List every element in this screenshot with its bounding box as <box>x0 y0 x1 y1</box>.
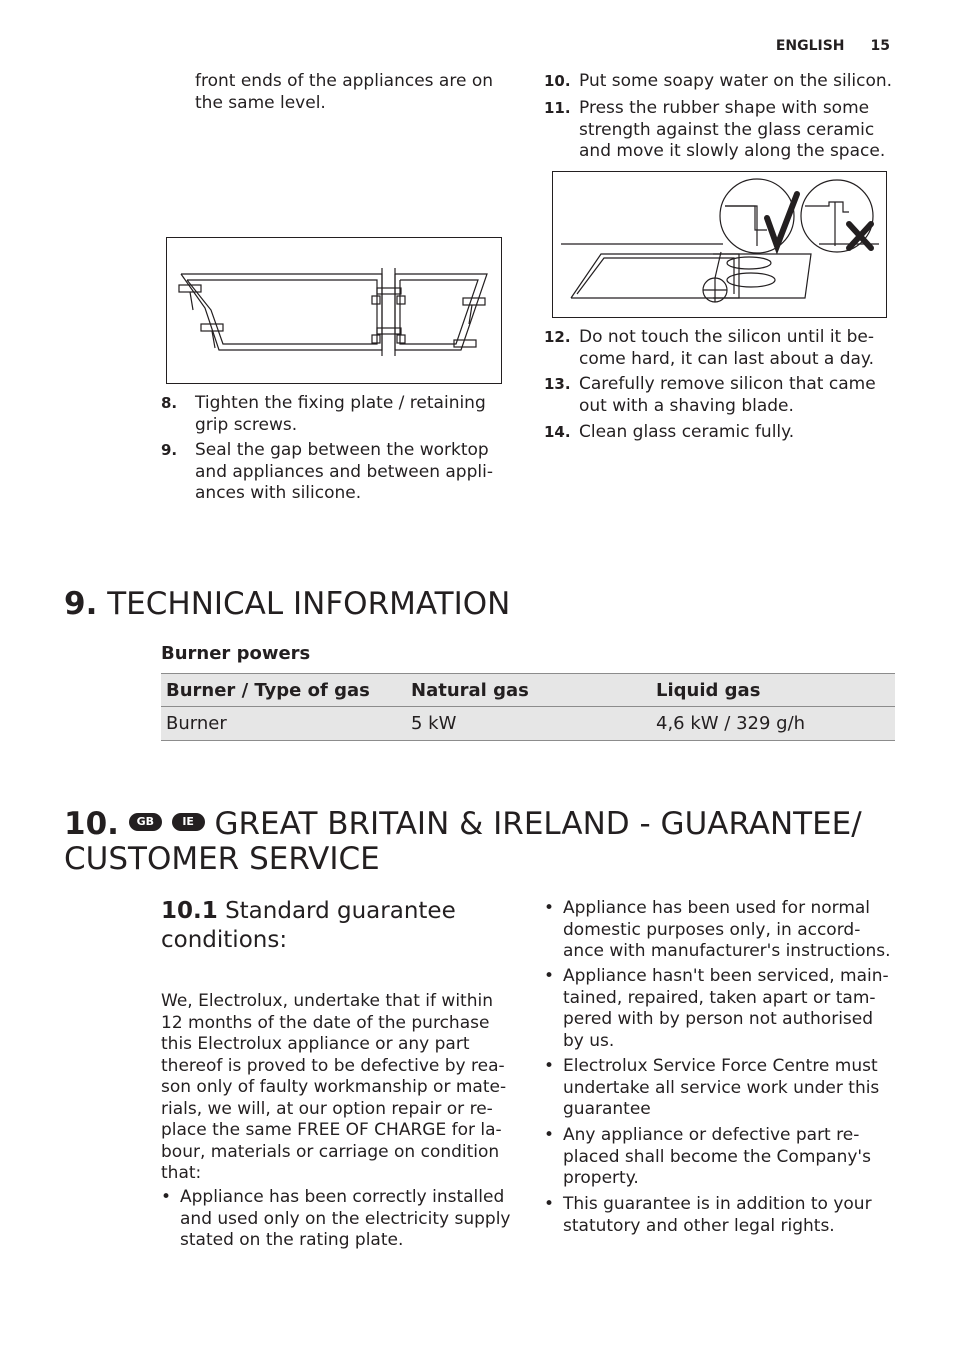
guarantee-paragraph: We, Electrolux, undertake that if within 12 months of the date of the purchase this Electrolux appliance or any part thereof is proved to be defective by rea- son only of faulty workmanship or mate- rials, we will, at our option repair or re- place the same FREE OF CHARGE for la- bour, materials or carriage on condition that: <box>161 991 507 1183</box>
silicone-application-figure <box>552 171 887 318</box>
step-number: 13. <box>544 375 571 393</box>
list-item <box>544 1125 894 1191</box>
list-item <box>544 966 894 1054</box>
bullet-text: Appliance hasn't been serviced, main- tained, repaired, taken apart or tam- pered with by person not authorised by us. <box>563 966 889 1051</box>
table-caption: Burner powers <box>161 643 311 664</box>
step-number: 12. <box>544 328 571 346</box>
step-10 <box>544 71 894 95</box>
step-text: Seal the gap between the worktop and appliances and between appli- ances with silicone. <box>195 440 493 503</box>
table-row <box>161 707 895 740</box>
bullet-text: Appliance has been used for normal domestic purposes only, in accord- ance with manufacturer's instructions. <box>563 898 891 961</box>
silicone-application-illustration <box>553 172 886 317</box>
header-page-number: 15 <box>870 38 890 54</box>
bullet-text: Any appliance or defective part re- placed shall become the Company's property. <box>563 1125 871 1188</box>
section-9-title-text: TECHNICAL INFORMATION <box>107 586 511 622</box>
section-10-title-line1: GREAT BRITAIN & IRELAND - GUARANTEE/ <box>214 806 862 842</box>
section-10-title <box>64 807 924 877</box>
table-cell: 4,6 kW / 329 g/h <box>656 713 806 734</box>
step-9 <box>161 440 506 510</box>
subsection-number: 10.1 <box>161 898 218 924</box>
step-text: Press the rubber shape with some strength against the glass ceramic and move it slowly along the space. <box>579 98 886 161</box>
step-14 <box>544 422 894 446</box>
subsection-title-line2: conditions: <box>161 927 288 953</box>
step-text: Put some soapy water on the silicon. <box>579 71 893 91</box>
subsection-10-1-title <box>161 897 456 955</box>
page-header <box>760 38 890 54</box>
table-cell: Burner <box>166 713 227 734</box>
list-item <box>544 898 894 964</box>
intro-text: front ends of the appliances are on the same level. <box>195 71 493 113</box>
table-header-row <box>161 674 895 707</box>
table-cell: 5 kW <box>411 713 457 734</box>
bullet-text: Electrolux Service Force Centre must undertake all service work under this guarantee <box>563 1056 880 1119</box>
table-header-cell: Natural gas <box>411 679 529 701</box>
ie-badge: IE <box>172 813 205 831</box>
step-number: 9. <box>161 441 178 459</box>
appliance-fixing-illustration <box>167 238 501 383</box>
step-text: Do not touch the silicon until it be- come hard, it can last about a day. <box>579 327 875 369</box>
correct-check-icon <box>767 194 797 246</box>
step-number: 11. <box>544 99 571 117</box>
bullet-icon: • <box>161 1187 172 1207</box>
gb-badge: GB <box>129 813 162 831</box>
step-13 <box>544 374 894 420</box>
bullet-icon: • <box>544 1194 555 1214</box>
appliance-fixing-figure <box>166 237 502 384</box>
table-header-cell: Burner / Type of gas <box>166 679 370 701</box>
list-item <box>544 1056 894 1122</box>
step-11 <box>544 98 894 166</box>
header-language: ENGLISH <box>775 38 845 54</box>
burner-powers-table <box>161 673 895 741</box>
step-number: 14. <box>544 423 571 441</box>
bullet-icon: • <box>544 1056 555 1076</box>
list-item <box>161 1187 521 1257</box>
bullet-icon: • <box>544 898 555 918</box>
step-12 <box>544 327 894 373</box>
section-9-title <box>64 587 510 622</box>
section-10-title-line2: CUSTOMER SERVICE <box>64 841 380 877</box>
section-9-number: 9. <box>64 586 98 622</box>
bullet-icon: • <box>544 966 555 986</box>
bullet-text: This guarantee is in addition to your statutory and other legal rights. <box>563 1194 872 1236</box>
section-10-number: 10. <box>64 806 119 842</box>
table-header-cell: Liquid gas <box>656 679 761 701</box>
step-text: Tighten the fixing plate / retaining grip screws. <box>195 393 486 435</box>
step-number: 10. <box>544 72 571 90</box>
step-text: Carefully remove silicon that came out with a shaving blade. <box>579 374 876 416</box>
step-number: 8. <box>161 394 178 412</box>
bullet-icon: • <box>544 1125 555 1145</box>
bullet-text: Appliance has been correctly installed and used only on the electricity supply stated on the rating plate. <box>180 1187 511 1250</box>
subsection-title-line1: Standard guarantee <box>225 898 456 924</box>
step-text: Clean glass ceramic fully. <box>579 422 795 442</box>
list-item <box>544 1194 894 1240</box>
